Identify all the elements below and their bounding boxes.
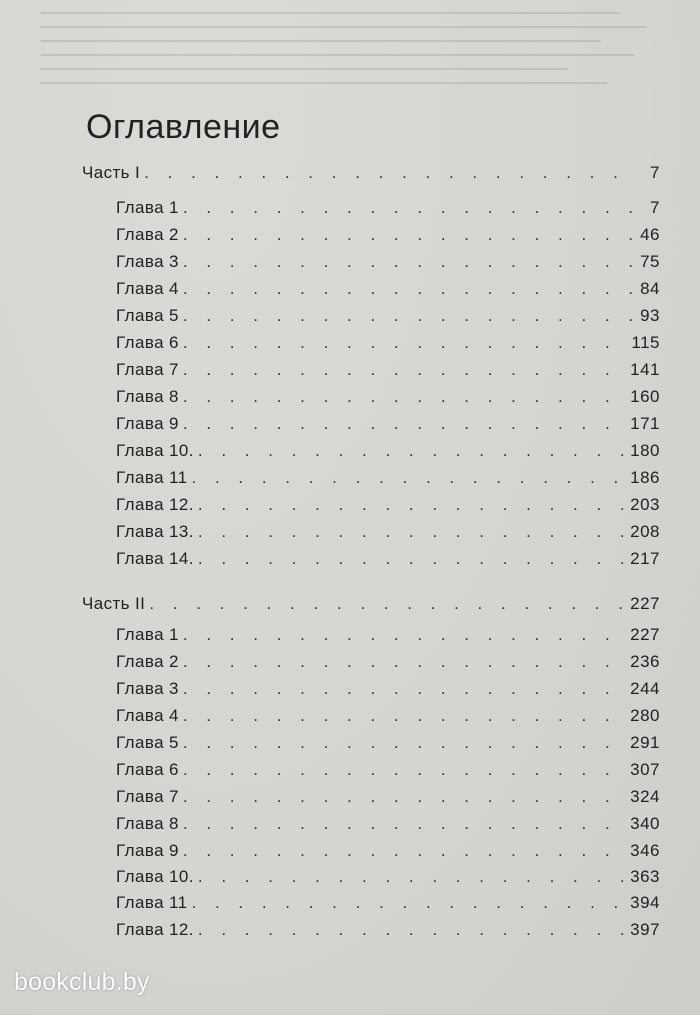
toc-page-number: 171 [630,414,660,433]
toc-page-number: 115 [631,333,660,352]
toc-leader-dots [183,387,626,407]
toc-entry [116,387,660,407]
toc-entry [116,198,660,218]
toc-part-label: Часть I [82,163,141,182]
toc-page-number: 160 [630,387,660,406]
toc-page-number: 324 [630,787,660,806]
toc-entry [116,679,660,699]
toc-entry-label: Глава 7 [116,360,179,379]
page-title: Оглавление [86,108,281,146]
toc-entry [116,360,660,380]
toc-entry [116,706,660,726]
toc-entry [116,625,660,645]
toc-entry [116,306,660,326]
toc-entry-label: Глава 11 [116,468,188,487]
toc-entry [116,414,660,434]
toc-entry-label: Глава 8 [116,814,179,833]
toc-entry-label: Глава 4 [116,279,179,298]
toc-entry [116,920,660,940]
toc-entry-label: Глава 10. [116,441,194,460]
toc-page-number: 203 [630,495,660,514]
toc-leader-dots [198,495,626,515]
toc-page-number: 397 [630,920,660,939]
toc-leader-dots [183,733,626,753]
toc-leader-dots [149,594,626,614]
toc-entry [116,841,660,861]
toc-entry [116,252,660,272]
toc-entry [116,893,660,913]
toc-page-number: 208 [630,522,660,541]
toc-part-1 [82,163,660,183]
toc-entry [116,333,660,353]
toc-page-number: 244 [630,679,660,698]
toc-leader-dots [183,706,626,726]
toc-entry-label: Глава 12. [116,920,194,939]
toc-page-number: 394 [630,893,660,912]
toc-leader-dots [183,198,632,218]
toc-page-number: 141 [630,360,660,379]
toc-leader-dots [144,163,632,183]
toc-page-number: 346 [630,841,660,860]
toc-part-label: Часть II [82,594,146,613]
toc-entry [116,495,660,515]
toc-entry-label: Глава 2 [116,652,179,671]
toc-page-number: 7 [650,198,660,217]
show-through-text [40,0,700,110]
toc-page-number: 291 [630,733,660,752]
toc-leader-dots [183,252,632,272]
toc-leader-dots [198,549,626,569]
toc-leader-dots [183,679,626,699]
toc-leader-dots [183,625,626,645]
toc-entry [116,225,660,245]
toc-page-number: 280 [630,706,660,725]
toc-entry-label: Глава 1 [116,625,179,644]
toc-leader-dots [183,841,626,861]
toc-entry-label: Глава 13. [116,522,194,541]
toc-leader-dots [198,920,626,940]
watermark-text: bookclub.by [14,968,150,996]
toc-leader-dots [183,787,626,807]
toc-entry-label: Глава 9 [116,414,179,433]
toc-page-number: 75 [640,252,660,271]
toc-leader-dots [198,867,626,887]
toc-leader-dots [183,279,632,299]
toc-entry-label: Глава 6 [116,333,179,352]
toc-leader-dots [183,814,626,834]
toc-entry-label: Глава 5 [116,306,179,325]
toc-page-number: 46 [640,225,660,244]
toc-leader-dots [192,468,627,488]
toc-entry-label: Глава 3 [116,252,179,271]
toc-page-number: 363 [630,867,660,886]
toc-leader-dots [198,522,626,542]
toc-leader-dots [183,333,627,353]
toc-page-number: 307 [630,760,660,779]
toc-entry-label: Глава 9 [116,841,179,860]
toc-page-number: 7 [650,163,660,182]
toc-page-number: 186 [630,468,660,487]
toc-page-number: 84 [640,279,660,298]
toc-entry [116,733,660,753]
toc-entry-label: Глава 2 [116,225,179,244]
toc-page-number: 227 [630,594,660,613]
toc-entry [116,814,660,834]
toc-entry [116,279,660,299]
toc-page-number: 227 [630,625,660,644]
toc-part-2 [82,594,660,614]
toc-entry-label: Глава 3 [116,679,179,698]
toc-entry-label: Глава 7 [116,787,179,806]
toc-page-number: 180 [630,441,660,460]
toc-leader-dots [198,441,626,461]
toc-page-number: 217 [630,549,660,568]
toc-entry [116,652,660,672]
toc-entry-label: Глава 6 [116,760,179,779]
toc-entry-label: Глава 14. [116,549,194,568]
toc-entry-label: Глава 11 [116,893,188,912]
toc-entry [116,549,660,569]
toc-leader-dots [183,760,626,780]
toc-entry-label: Глава 10. [116,867,194,886]
toc-entry [116,760,660,780]
toc-leader-dots [183,652,626,672]
toc-leader-dots [183,225,632,245]
toc-entry [116,867,660,887]
toc-page-number: 93 [640,306,660,325]
toc-entry [116,468,660,488]
toc-leader-dots [183,414,626,434]
toc-entry [116,787,660,807]
toc-entry-label: Глава 12. [116,495,194,514]
toc-page-number: 236 [630,652,660,671]
toc-leader-dots [183,360,626,380]
toc-entry [116,441,660,461]
toc-page-number: 340 [630,814,660,833]
toc-entry [116,522,660,542]
toc-entry-label: Глава 5 [116,733,179,752]
toc-entry-label: Глава 1 [116,198,179,217]
toc-entry-label: Глава 8 [116,387,179,406]
toc-entry-label: Глава 4 [116,706,179,725]
toc-leader-dots [183,306,632,326]
toc-leader-dots [192,893,627,913]
